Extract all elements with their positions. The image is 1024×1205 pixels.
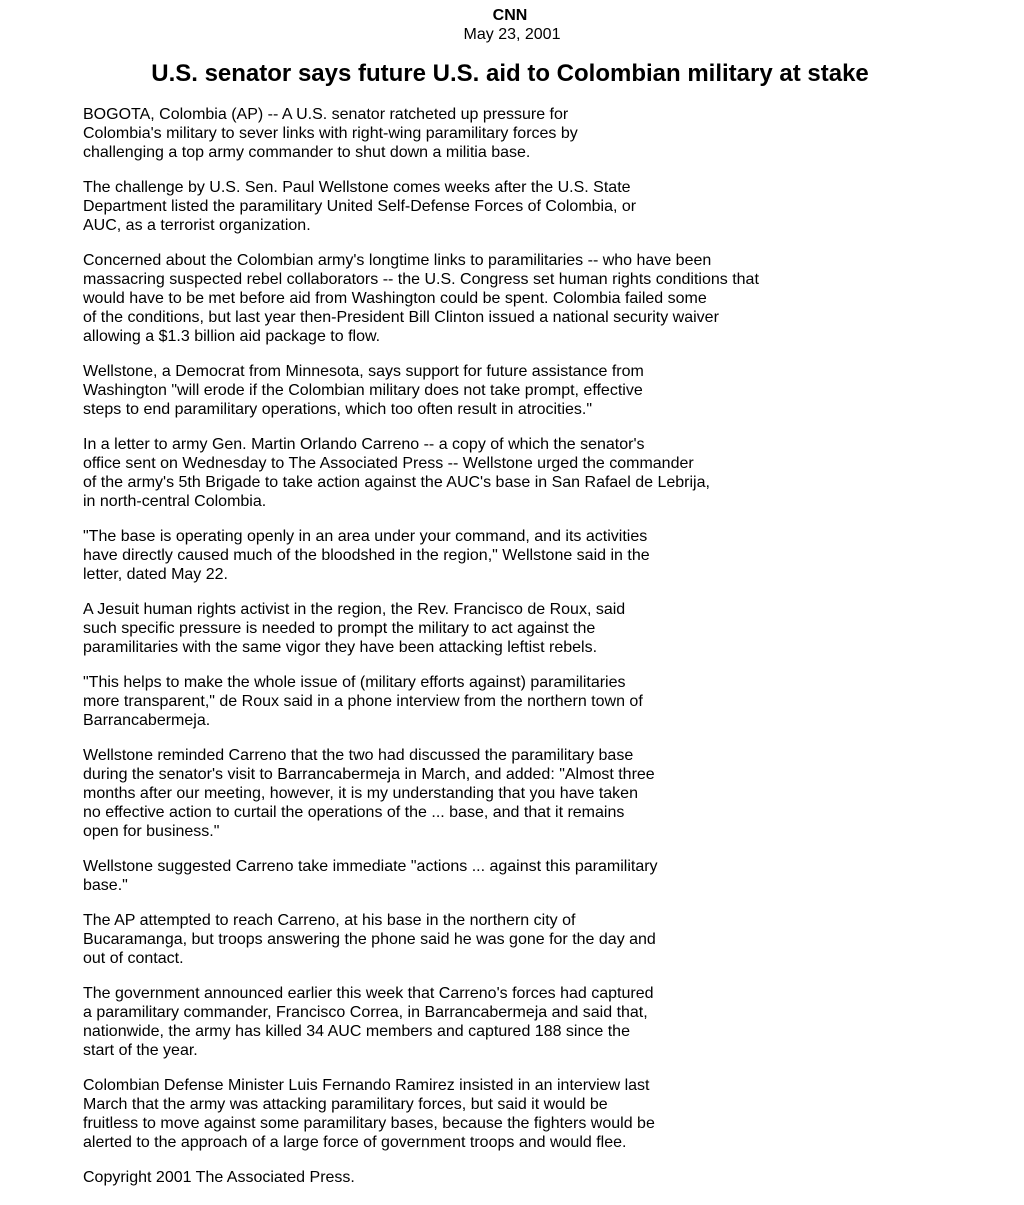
paragraph-line: alerted to the approach of a large force of government troops and would flee. <box>83 1134 627 1151</box>
paragraph-line: nationwide, the army has killed 34 AUC members and captured 188 since the <box>83 1023 630 1040</box>
article-paragraph <box>83 1076 783 1152</box>
paragraph-line: such specific pressure is needed to prompt the military to act against the <box>83 620 596 637</box>
article-paragraph <box>83 527 783 584</box>
paragraph-line: of the conditions, but last year then-President Bill Clinton issued a national security waiver <box>83 309 719 326</box>
paragraph-line: letter, dated May 22. <box>83 566 228 583</box>
paragraph-line: Colombia's military to sever links with right-wing paramilitary forces by <box>83 125 578 142</box>
paragraph-line: March that the army was attacking paramilitary forces, but said it would be <box>83 1096 608 1113</box>
paragraph-line: The government announced earlier this week that Carreno's forces had captured <box>83 985 654 1002</box>
paragraph-line: Barrancabermeja. <box>83 712 211 729</box>
paragraph-line: "This helps to make the whole issue of (military efforts against) paramilitaries <box>83 674 626 691</box>
paragraph-line: steps to end paramilitary operations, which too often result in atrocities." <box>83 401 593 418</box>
paragraph-line: during the senator's visit to Barrancabermeja in March, and added: "Almost three <box>83 766 655 783</box>
source-name: CNN <box>492 7 528 24</box>
paragraph-line: The challenge by U.S. Sen. Paul Wellstone comes weeks after the U.S. State <box>83 179 631 196</box>
paragraph-line: Washington "will erode if the Colombian military does not take prompt, effective <box>83 382 643 399</box>
paragraph-line: would have to be met before aid from Washington could be spent. Colombia failed some <box>83 290 707 307</box>
paragraph-line: paramilitaries with the same vigor they have been attacking leftist rebels. <box>83 639 598 656</box>
article-paragraph <box>83 105 783 162</box>
paragraph-line: fruitless to move against some paramilitary bases, because the fighters would be <box>83 1115 655 1132</box>
paragraph-line: "The base is operating openly in an area under your command, and its activities <box>83 528 648 545</box>
paragraph-line: start of the year. <box>83 1042 198 1059</box>
paragraph-line: Bucaramanga, but troops answering the phone said he was gone for the day and <box>83 931 656 948</box>
paragraph-line: a paramilitary commander, Francisco Correa, in Barrancabermeja and said that, <box>83 1004 648 1021</box>
paragraph-line: of the army's 5th Brigade to take action against the AUC's base in San Rafael de Lebrija, <box>83 474 710 491</box>
paragraph-line: months after our meeting, however, it is my understanding that you have taken <box>83 785 638 802</box>
publication-date: May 23, 2001 <box>463 26 561 43</box>
paragraph-line: office sent on Wednesday to The Associated Press -- Wellstone urged the commander <box>83 455 694 472</box>
article-paragraph <box>83 746 783 841</box>
paragraph-line: The AP attempted to reach Carreno, at his base in the northern city of <box>83 912 576 929</box>
paragraph-line: base." <box>83 877 128 894</box>
paragraph-line: Concerned about the Colombian army's longtime links to paramilitaries -- who have been <box>83 252 712 269</box>
paragraph-line: AUC, as a terrorist organization. <box>83 217 311 234</box>
paragraph-line: more transparent," de Roux said in a phone interview from the northern town of <box>83 693 643 710</box>
paragraph-line: challenging a top army commander to shut down a militia base. <box>83 144 531 161</box>
paragraph-line: A Jesuit human rights activist in the region, the Rev. Francisco de Roux, said <box>83 601 626 618</box>
article-paragraph <box>83 857 783 895</box>
paragraph-line: Copyright 2001 The Associated Press. <box>83 1169 355 1186</box>
article-paragraph <box>83 600 783 657</box>
paragraph-line: in north-central Colombia. <box>83 493 267 510</box>
article-paragraph <box>83 435 783 511</box>
paragraph-line: Wellstone suggested Carreno take immediate "actions ... against this paramilitary <box>83 858 658 875</box>
paragraph-line: have directly caused much of the bloodshed in the region," Wellstone said in the <box>83 547 650 564</box>
article-paragraph <box>83 673 783 730</box>
paragraph-line: Department listed the paramilitary United Self-Defense Forces of Colombia, or <box>83 198 637 215</box>
paragraph-line: Wellstone, a Democrat from Minnesota, says support for future assistance from <box>83 363 644 380</box>
article-paragraph <box>83 251 783 346</box>
paragraph-line: BOGOTA, Colombia (AP) -- A U.S. senator ratcheted up pressure for <box>83 106 569 123</box>
paragraph-line: allowing a $1.3 billion aid package to flow. <box>83 328 381 345</box>
paragraph-line: open for business." <box>83 823 220 840</box>
headline: U.S. senator says future U.S. aid to Colombian military at stake <box>151 60 869 87</box>
paragraph-line: out of contact. <box>83 950 184 967</box>
paragraph-line: Colombian Defense Minister Luis Fernando Ramirez insisted in an interview last <box>83 1077 650 1094</box>
article-paragraph <box>83 362 783 419</box>
paragraph-line: In a letter to army Gen. Martin Orlando Carreno -- a copy of which the senator's <box>83 436 645 453</box>
article-paragraph <box>83 984 783 1060</box>
article-body <box>83 105 783 1203</box>
paragraph-line: Wellstone reminded Carreno that the two had discussed the paramilitary base <box>83 747 634 764</box>
article-paragraph <box>83 911 783 968</box>
paragraph-line: massacring suspected rebel collaborators -- the U.S. Congress set human rights conditions that <box>83 271 759 288</box>
paragraph-line: no effective action to curtail the operations of the ... base, and that it remains <box>83 804 625 821</box>
article-paragraph <box>83 178 783 235</box>
article-paragraph <box>83 1168 783 1187</box>
